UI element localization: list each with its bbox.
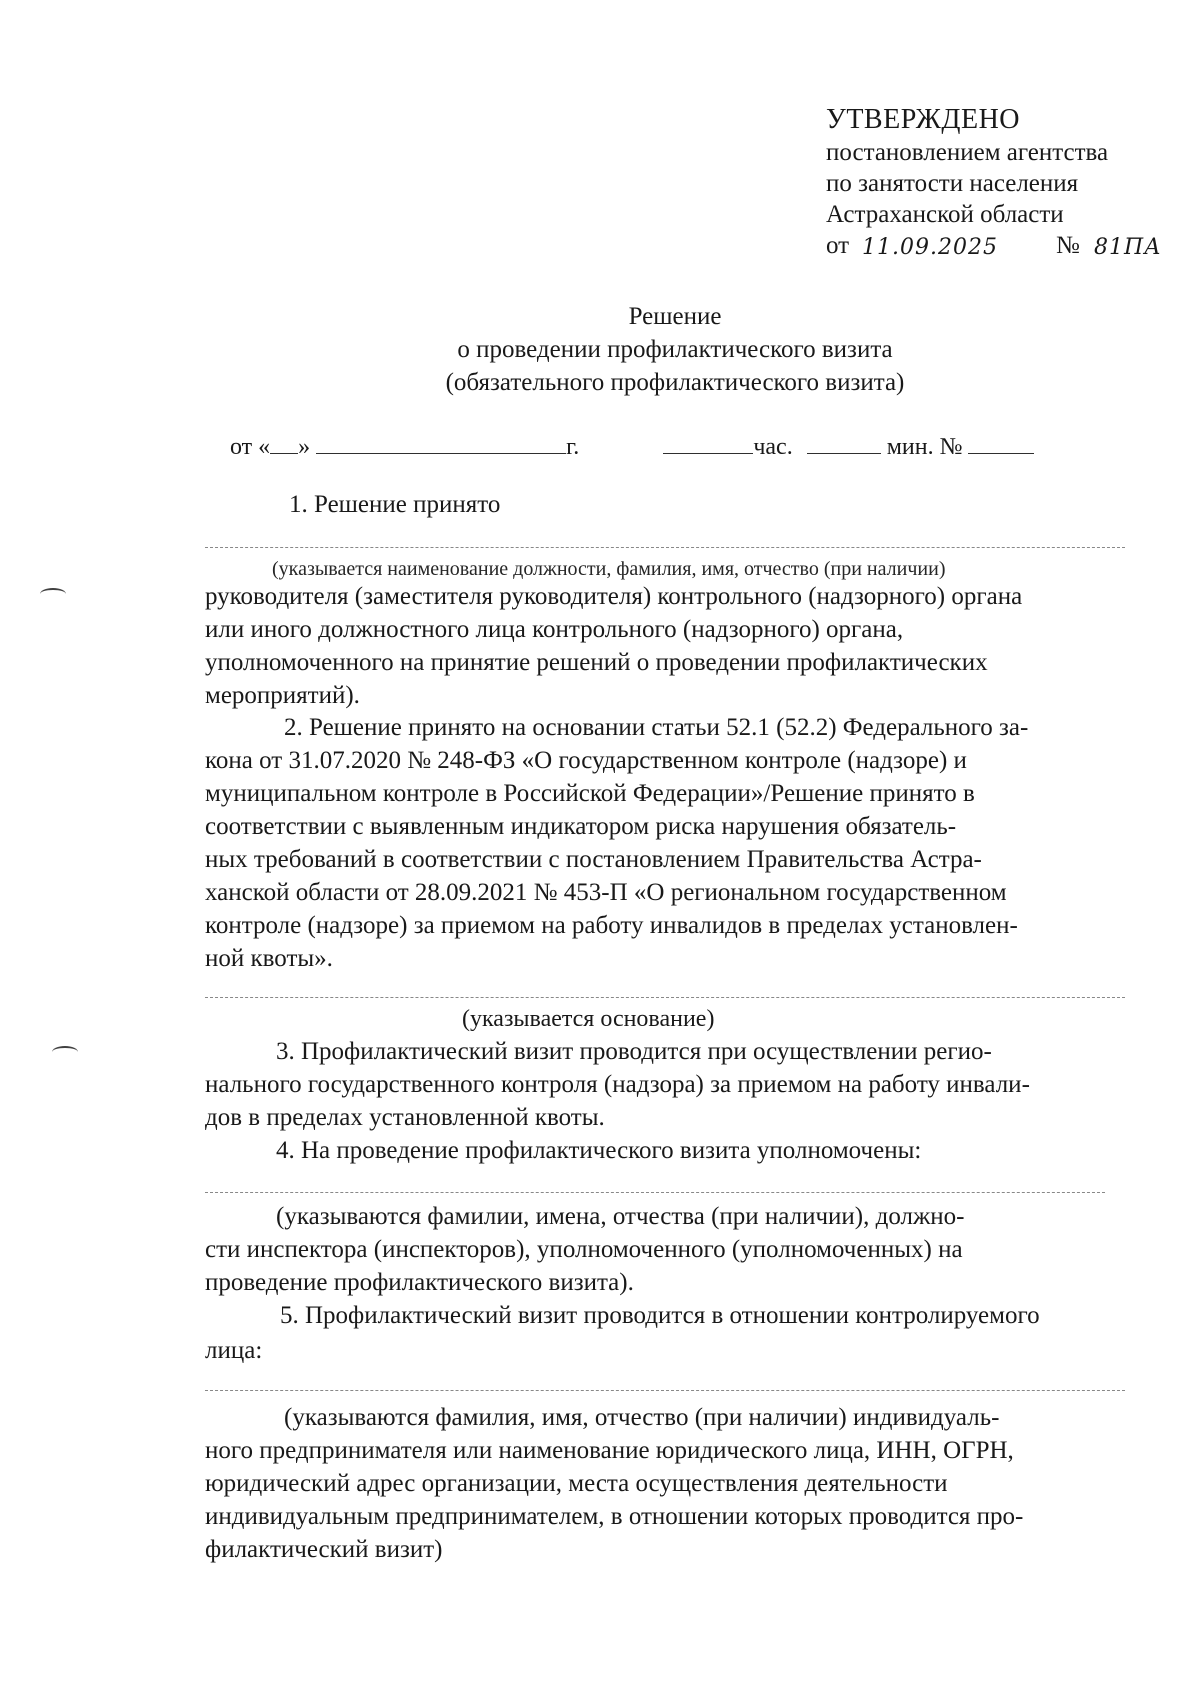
section-2-line-7: контроле (надзоре) за приемом на работу инвалидов в пределах установлен- — [205, 912, 1018, 939]
section-1-line-1: руководителя (заместителя руководителя) контрольного (надзорного) органа — [205, 583, 1023, 610]
handwritten-date: 11.09.2025 — [862, 235, 998, 260]
separator-2 — [205, 997, 1125, 998]
minutes-number-label: мин. № — [886, 434, 963, 460]
section-2-hint: (указывается основание) — [462, 1006, 715, 1032]
year-suffix: г. — [566, 434, 580, 460]
hours-label: час. — [753, 434, 793, 460]
approval-date-line — [826, 230, 1162, 261]
section-2-line-4: соответствии с выявленным индикатором риска нарушения обязатель- — [205, 813, 957, 840]
margin-mark-2 — [52, 1046, 78, 1058]
date-close-quote: » — [298, 434, 311, 460]
section-1-line-4: мероприятий). — [205, 682, 360, 709]
section-1-hint: (указывается наименование должности, фамилия, имя, отчество (при наличии) — [272, 558, 946, 580]
section-4-line-3: сти инспектора (инспекторов), уполномоченного (уполномоченных) на — [205, 1236, 963, 1263]
approval-line-2: по занятости населения — [826, 170, 1079, 197]
approval-line-1: постановлением агентства — [826, 139, 1109, 166]
section-2-line-5: ных требований в соответствии с постановлением Правительства Астра- — [205, 846, 982, 873]
separator-3 — [205, 1192, 1105, 1193]
document-title: Решение — [628, 303, 722, 330]
section-2-line-3: муниципальном контроле в Российской Федерации»/Решение принято в — [205, 780, 975, 807]
section-2-line-6: ханской области от 28.09.2021 № 453-П «О региональном государственном — [205, 879, 1007, 906]
section-5-line-7: филактический визит) — [205, 1536, 443, 1563]
section-1-line-3: уполномоченного на принятие решений о проведении профилактических — [205, 649, 988, 676]
approval-date-prefix: от — [826, 232, 850, 259]
separator-1 — [205, 547, 1125, 548]
handwritten-number: 81ПА — [1094, 235, 1162, 260]
section-4-line-4: проведение профилактического визита). — [205, 1269, 634, 1296]
separator-4 — [205, 1390, 1125, 1391]
month-blank — [316, 431, 566, 454]
hours-blank — [663, 431, 753, 454]
approval-heading: УТВЕРЖДЕНО — [826, 104, 1021, 135]
section-4-line-1: 4. На проведение профилактического визита уполномочены: — [276, 1137, 922, 1164]
approval-block — [826, 104, 1162, 261]
section-1-title: 1. Решение принято — [289, 491, 501, 518]
section-5-line-6: индивидуальным предпринимателем, в отношении которых проводится про- — [205, 1503, 1024, 1530]
section-5-line-1: 5. Профилактический визит проводится в отношении контролируемого — [280, 1302, 1040, 1329]
date-from-label: от « — [230, 434, 271, 460]
section-2-line-8: ной квоты». — [205, 945, 333, 972]
section-2-line-2: кона от 31.07.2020 № 248-ФЗ «О государственном контроле (надзоре) и — [205, 747, 967, 774]
section-3-line-1: 3. Профилактический визит проводится при осуществлении регио- — [276, 1038, 992, 1065]
approval-number-sign: № — [1056, 232, 1080, 259]
section-4-line-2: (указываются фамилии, имена, отчества (при наличии), должно- — [276, 1203, 965, 1230]
section-5-line-5: юридический адрес организации, места осуществления деятельности — [205, 1470, 948, 1497]
day-blank — [270, 431, 298, 454]
section-1-line-2: или иного должностного лица контрольного (надзорного) органа, — [205, 616, 904, 643]
margin-mark — [40, 588, 66, 600]
section-2-line-1: 2. Решение принято на основании статьи 52.1 (52.2) Федерального за- — [284, 714, 1029, 741]
section-5-line-3: (указываются фамилия, имя, отчество (при наличии) индивидуаль- — [284, 1404, 1000, 1431]
document-subtitle: о проведении профилактического визита — [457, 336, 893, 363]
section-5-line-2: лица: — [205, 1337, 263, 1364]
approval-line-3: Астраханской области — [826, 201, 1064, 228]
section-5-line-4: ного предпринимателя или наименование юридического лица, ИНН, ОГРН, — [205, 1437, 1014, 1464]
minutes-blank — [807, 431, 881, 454]
number-blank — [968, 431, 1034, 454]
section-3-line-2: нального государственного контроля (надзора) за приемом на работу инвали- — [205, 1071, 1030, 1098]
section-3-line-3: дов в пределах установленной квоты. — [205, 1104, 605, 1131]
document-subtitle-2: (обязательного профилактического визита) — [445, 369, 905, 396]
decision-date-row — [230, 431, 1034, 461]
